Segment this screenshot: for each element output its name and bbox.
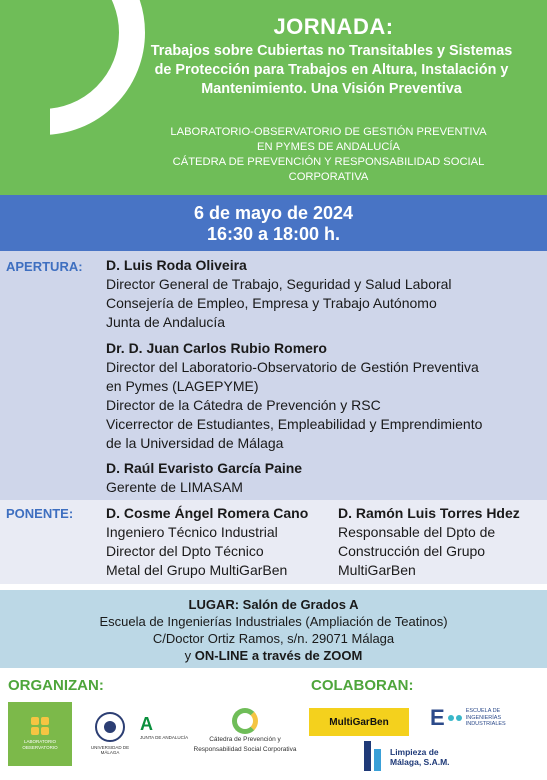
speaker-name: D. Raúl Evaristo García Paine: [106, 460, 303, 476]
venue-section: [0, 590, 547, 668]
online-prefix: y: [184, 648, 195, 663]
event-date: 6 de mayo de 2024: [193, 203, 354, 223]
junta-caption: JUNTA DE ANDALUCÍA: [140, 735, 189, 740]
ponente-speaker: [106, 504, 331, 580]
uma-logo: [88, 712, 132, 755]
date-bar: [0, 195, 547, 251]
speaker-name: D. Ramón Luis Torres Hdez: [338, 505, 520, 521]
uma-seal-icon: [95, 712, 125, 742]
escuela-dots-icon: [448, 715, 462, 721]
org-line: CÁTEDRA DE PREVENCIÓN Y RESPONSABILIDAD SOCIAL: [172, 156, 485, 168]
multigarben-logo: MultiGarBen: [309, 708, 409, 736]
apertura-speaker: [106, 256, 541, 332]
org-line: EN PYMES DE ANDALUCÍA: [257, 141, 400, 153]
apertura-speaker: [106, 459, 541, 497]
venue-online: [0, 647, 547, 664]
speaker-role: Vicerrector de Estudiantes, Empleabilidad y Emprendimiento: [106, 416, 483, 432]
apertura-section: [0, 251, 547, 500]
speaker-role: Responsable del Dpto de: [338, 524, 496, 540]
escuela-ingenierias-logo: [430, 703, 545, 733]
speaker-role: Director del Dpto Técnico: [106, 543, 264, 559]
ponente-speaker: [338, 504, 543, 580]
subtitle-line: Mantenimiento. Una Visión Preventiva: [201, 81, 462, 97]
limasam-caption: [390, 747, 450, 767]
catedra-caption-1: Cátedra de Prevención y: [209, 736, 281, 743]
organizer-lines: [110, 125, 547, 185]
catedra-circle-icon: [232, 708, 258, 734]
ponente-label: PONENTE:: [6, 506, 74, 521]
venue-address: C/Doctor Ortiz Ramos, s/n. 29071 Málaga: [152, 631, 395, 646]
speaker-role: Director del Laboratorio-Observatorio de Gestión Preventiva: [106, 359, 479, 375]
escuela-e-icon: E: [430, 705, 445, 730]
org-line: CORPORATIVA: [288, 171, 369, 183]
event-title: JORNADA:: [273, 14, 394, 39]
speaker-role: Construcción del Grupo: [338, 543, 486, 559]
ponente-section: [0, 500, 547, 584]
apertura-label: APERTURA:: [6, 259, 83, 274]
speaker-role: MultiGarBen: [338, 562, 416, 578]
speaker-role: en Pymes (LAGEPYME): [106, 378, 259, 394]
escuela-caption: [466, 708, 506, 728]
speaker-name: D. Luis Roda Oliveira: [106, 257, 247, 273]
arc-cutout: [0, 66, 50, 146]
speaker-role: Director de la Cátedra de Prevención y RSC: [106, 397, 381, 413]
event-subtitle: [118, 42, 545, 99]
junta-a-icon: A: [140, 714, 153, 734]
speaker-role: Junta de Andalucía: [106, 314, 226, 330]
subtitle-line: Trabajos sobre Cubiertas no Transitables y Sistemas: [150, 43, 513, 59]
speaker-role: Gerente de LIMASAM: [106, 479, 243, 495]
uma-caption: UNIVERSIDAD DE MÁLAGA: [90, 745, 130, 755]
event-time: 16:30 a 18:00 h.: [206, 224, 341, 244]
speaker-role: Metal del Grupo MultiGarBen: [106, 562, 288, 578]
catedra-caption-2: Responsabilidad Social Corporativa: [193, 746, 297, 753]
header-banner: [0, 0, 547, 195]
lab-logo-text: LABORATORIO OBSERVATORIO: [22, 739, 58, 750]
escuela-caption-line: INGENIERÍAS: [465, 714, 502, 721]
venue-room: LUGAR: Salón de Grados A: [188, 597, 359, 612]
venue-building: Escuela de Ingenierías Industriales (Ampliación de Teatinos): [99, 614, 448, 629]
apertura-speaker: [106, 339, 541, 453]
speaker-name: D. Cosme Ángel Romera Cano: [106, 505, 309, 521]
catedra-logo: [188, 708, 302, 754]
escuela-caption-line: ESCUELA DE: [465, 708, 501, 715]
subtitle-line: de Protección para Trabajos en Altura, Instalación y: [154, 62, 509, 78]
limasam-caption-line: Limpieza de: [390, 747, 439, 757]
laboratorio-logo: [8, 702, 72, 766]
escuela-caption-line: INDUSTRIALES: [465, 721, 506, 728]
online-zoom: ON-LINE a través de ZOOM: [194, 648, 363, 663]
lab-dots-icon: [31, 717, 49, 735]
speaker-role: Consejería de Empleo, Empresa y Trabajo Autónomo: [106, 295, 437, 311]
speaker-role: Ingeniero Técnico Industrial: [106, 524, 278, 540]
limasam-m-icon: [362, 741, 384, 773]
speaker-role: de la Universidad de Málaga: [106, 435, 284, 451]
colaboran-label: COLABORAN:: [311, 677, 414, 694]
limasam-caption-line: Málaga, S.A.M.: [390, 757, 450, 767]
limasam-logo: [362, 740, 462, 774]
speaker-role: Director General de Trabajo, Seguridad y Salud Laboral: [106, 276, 452, 292]
speaker-name: Dr. D. Juan Carlos Rubio Romero: [106, 340, 327, 356]
organizan-label: ORGANIZAN:: [8, 677, 104, 694]
org-line: LABORATORIO-OBSERVATORIO DE GESTIÓN PREVENTIVA: [170, 126, 487, 138]
